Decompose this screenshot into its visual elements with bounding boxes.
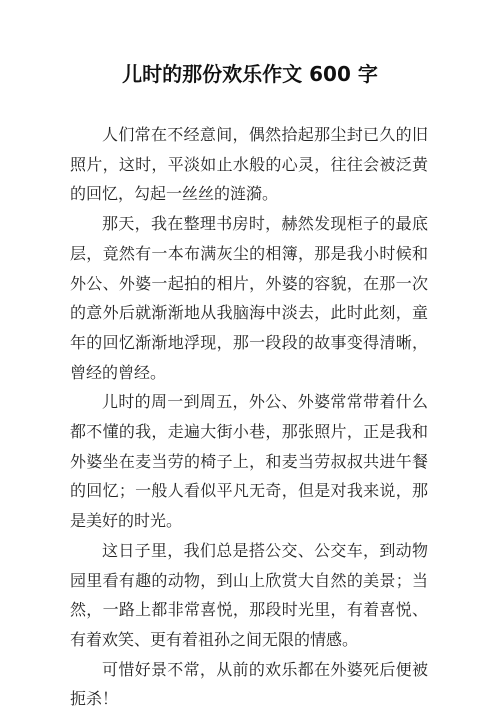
paragraph-5: 可惜好景不常，从前的欢乐都在外婆死后便被扼杀！ <box>70 659 428 709</box>
essay-title: 儿时的那份欢乐作文 600 字 <box>122 62 378 86</box>
paragraph-2: 那天，我在整理书房时，赫然发现柜子的最底层，竟然有一本布满灰尘的相簿，那是我小时候和外公、外婆一起拍的相片，外婆的容貌，在那一次的意外后就渐渐地从我脑海中淡去，此时此刻，童年的回忆渐渐地浮现，那一段段的故事变得清晰，曾经的曾经。 <box>70 214 428 382</box>
paragraph-3: 儿时的周一到周五，外公、外婆常常带着什么都不懂的我，走遍大街小巷，那张照片，正是我和外婆坐在麦当劳的椅子上，和麦当劳叔叔共进午餐的回忆；一般人看似平凡无奇，但是对我来说，那是美好的时光。 <box>70 392 428 531</box>
paragraph-4: 这日子里，我们总是搭公交、公交车，到动物园里看有趣的动物，到山上欣赏大自然的美景；当然，一路上都非常喜悦，那段时光里，有着喜悦、有着欢笑、更有着祖孙之间无限的情感。 <box>70 540 428 649</box>
essay-body <box>70 120 428 714</box>
paragraph-1: 人们常在不经意间，偶然拾起那尘封已久的旧照片，这时，平淡如止水般的心灵，往往会被泛黄的回忆，勾起一丝丝的涟漪。 <box>70 125 428 204</box>
